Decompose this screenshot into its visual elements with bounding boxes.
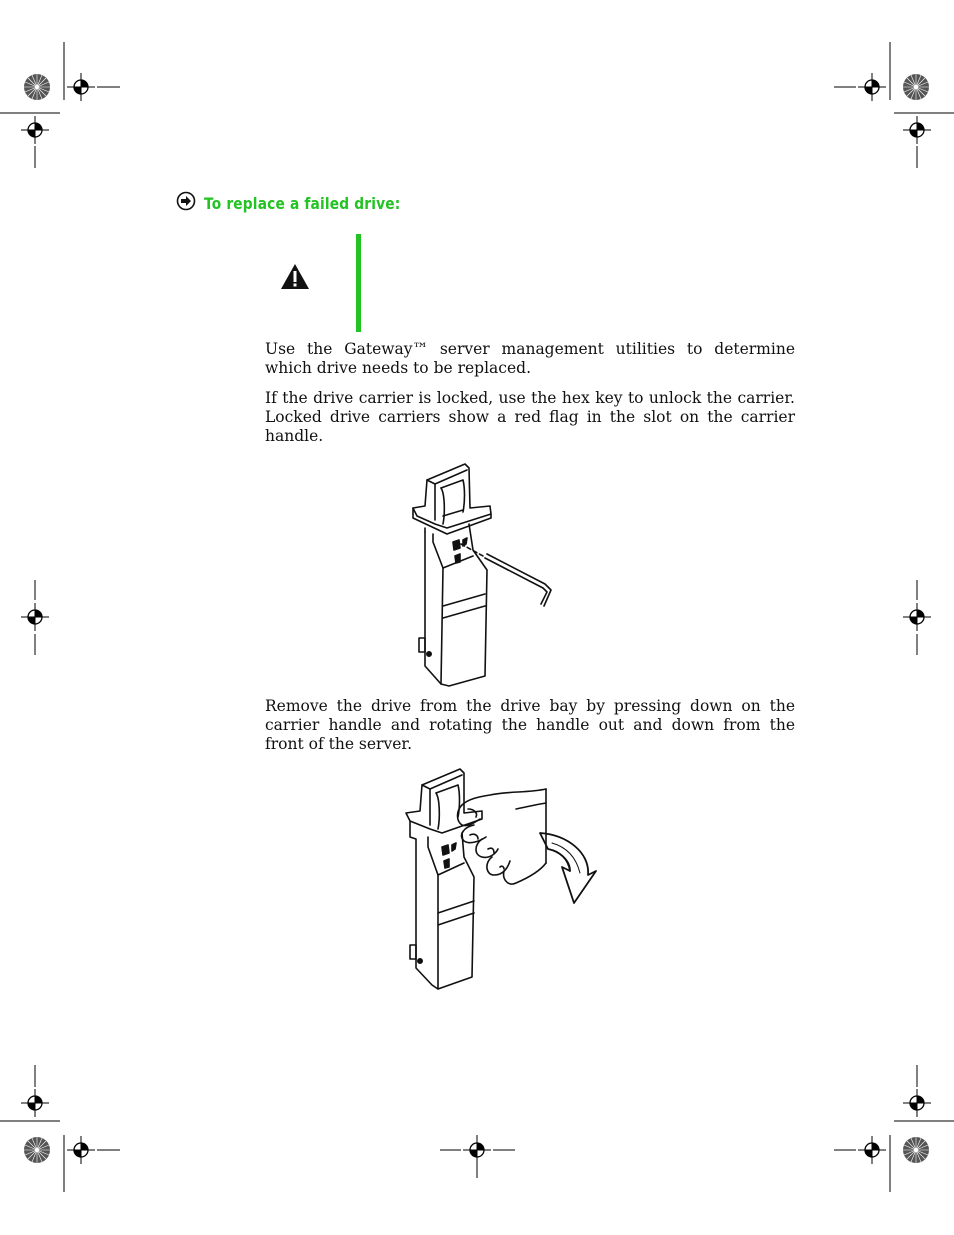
paragraph-identify-drive: Use the Gateway™ server management utilities to determine which drive needs to be replaced.	[265, 340, 795, 377]
warning-triangle-icon	[280, 263, 310, 295]
circle-arrow-right-icon	[176, 191, 196, 215]
carrier-handle-with-hex-key-illustration	[405, 458, 565, 690]
hand-rotating-carrier-handle-illustration	[398, 763, 608, 995]
warning-bar	[356, 234, 361, 332]
heading-text: To replace a failed drive:	[204, 193, 401, 213]
paragraph-remove-drive: Remove the drive from the drive bay by pressing down on the carrier handle and rotating the handle out and down from the front of the server.	[265, 697, 795, 753]
section-heading	[176, 191, 432, 215]
paragraph-unlock-carrier: If the drive carrier is locked, use the hex key to unlock the carrier. Locked drive carriers show a red flag in the slot on the carrier handle.	[265, 389, 795, 445]
